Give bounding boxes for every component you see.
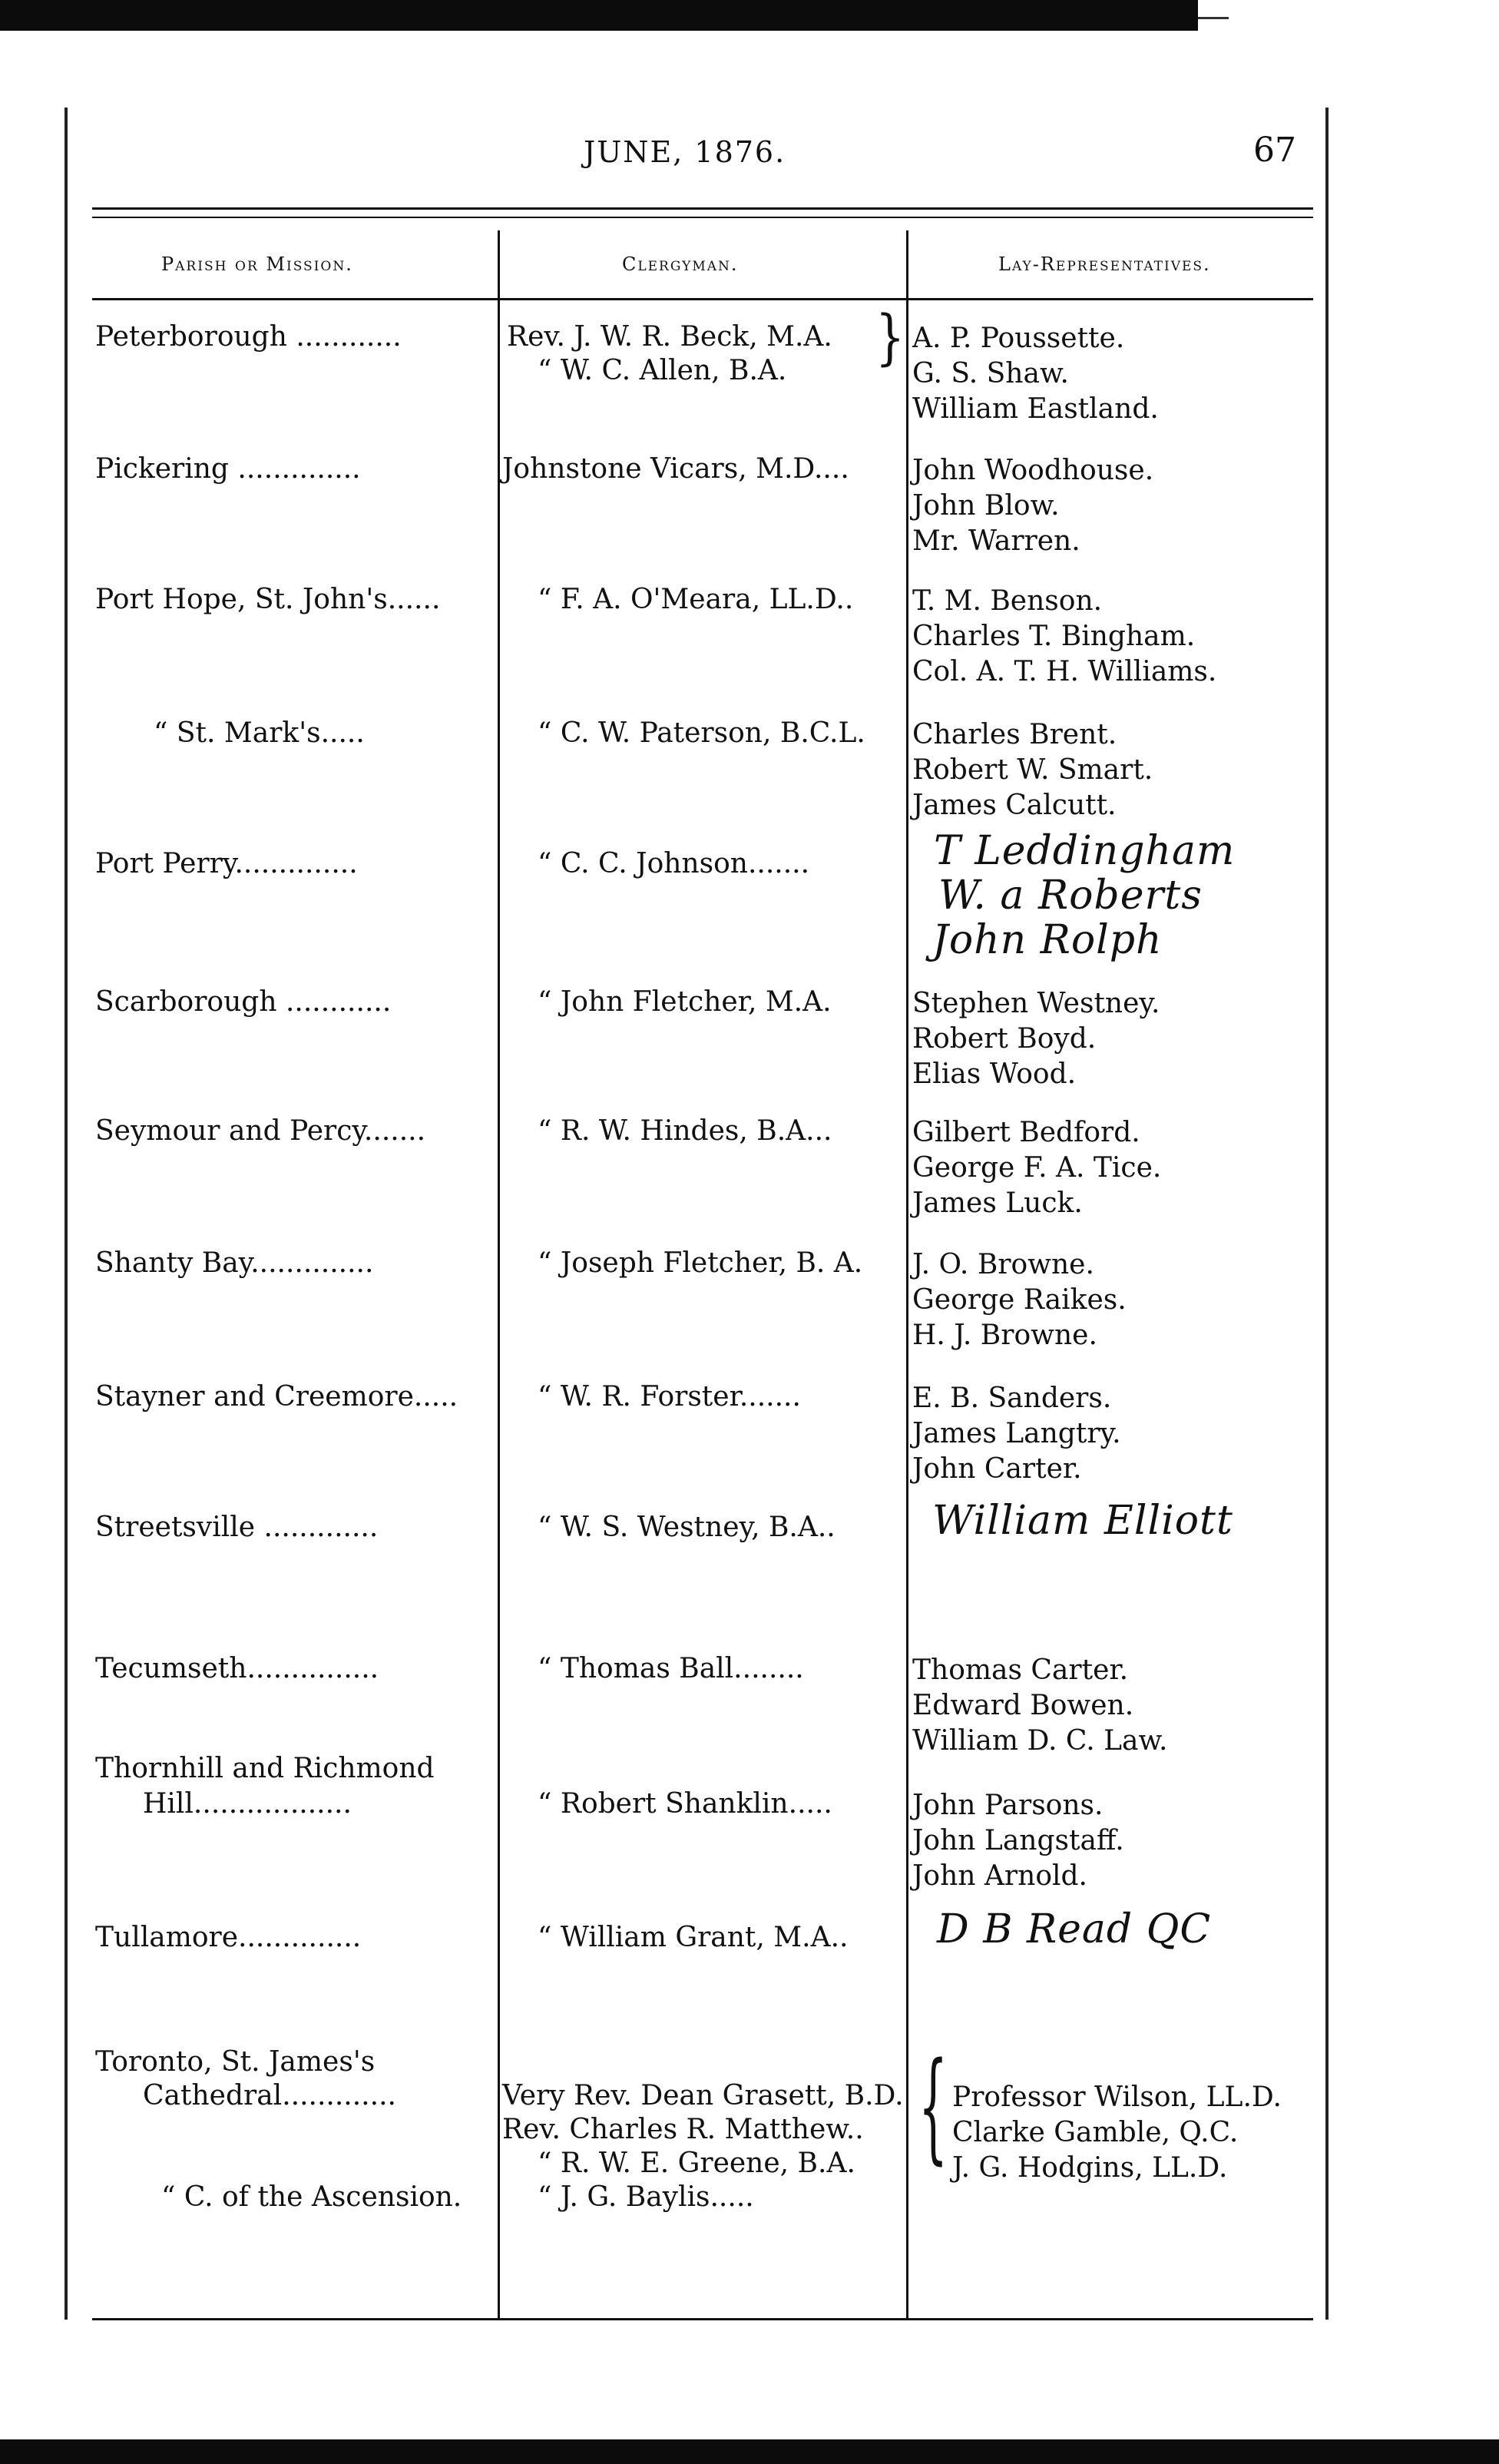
lay-list [952,2080,1282,2186]
lay-representative: Mr. Warren. [912,525,1080,557]
lay-representative: George F. A. Tice. [912,1152,1162,1184]
page-right-border [1325,108,1329,2320]
parish-name: Port Perry.............. [95,848,358,879]
handwritten-signature: John Rolph [932,917,1163,963]
lay-representative: T. M. Benson. [912,585,1103,617]
clergyman-name: “ W. S. Westney, B.A.. [538,1512,836,1543]
clergyman-name: “ C. W. Paterson, B.C.L. [538,717,865,749]
lay-representative: A. P. Poussette. [912,323,1125,354]
lay-representative: William Eastland. [912,393,1159,425]
lay-representative: G. S. Shaw. [912,358,1069,389]
clergyman-name: “ William Grant, M.A.. [538,1922,849,1953]
lay-representative: George Raikes. [912,1284,1127,1316]
clergyman-name: “ C. C. Johnson....... [538,848,810,879]
lay-representative: E. B. Sanders. [912,1383,1112,1414]
handwritten-signature: William Elliott [932,1498,1233,1544]
grouping-brace: } [875,303,905,373]
col-header-parish: Parish or Mission. [161,253,353,275]
parish-name-continued: Cathedral............. [143,2080,396,2111]
scan-bottom-bar [0,2439,1499,2464]
table-bottom-rule [92,2318,1313,2320]
lay-representative: Charles Brent. [912,719,1117,750]
clergyman-name: “ J. G. Baylis..... [538,2181,754,2213]
lay-representative: Robert Boyd. [912,1023,1097,1055]
lay-representative: Col. A. T. H. Williams. [912,656,1217,687]
clergyman-name: “ W. R. Forster....... [538,1381,801,1412]
handwritten-signature: W. a Roberts [938,873,1203,919]
lay-representative: James Calcutt. [912,790,1117,821]
lay-list [912,1115,1161,1221]
lay-representative: Stephen Westney. [912,988,1160,1019]
parish-name: “ St. Mark's..... [154,717,365,749]
lay-list [912,1381,1121,1487]
header-rule-top [92,207,1313,210]
lay-representative: Clarke Gamble, Q.C. [952,2117,1239,2148]
lay-representative: Charles T. Bingham. [912,621,1196,652]
parish-name-continued: Hill.................. [143,1788,352,1820]
parish-name: Thornhill and Richmond [95,1753,435,1784]
parish-name: Tecumseth............... [95,1653,379,1684]
lay-representative: James Luck. [912,1187,1083,1219]
clergyman-name: “ R. W. Hindes, B.A... [538,1115,832,1147]
clergyman-name: “ Thomas Ball........ [538,1653,804,1684]
lay-representative: Robert W. Smart. [912,754,1153,786]
scan-top-bar-tail [1198,17,1229,19]
lay-list [912,584,1216,690]
grouping-brace: { [918,2038,948,2178]
lay-representative: John Langstaff. [912,1825,1124,1856]
lay-representative: Professor Wilson, LL.D. [952,2081,1282,2113]
lay-representative: John Blow. [912,490,1060,522]
lay-representative: Gilbert Bedford. [912,1117,1140,1148]
page-number: 67 [1253,131,1296,170]
parish-name: Pickering .............. [95,453,361,485]
lay-list [912,453,1153,559]
lay-list [912,1653,1167,1759]
lay-list [912,986,1160,1092]
parish-name: Peterborough ............ [95,321,402,353]
clergyman-name: Rev. Charles R. Matthew.. [502,2114,864,2145]
column-divider-2 [906,230,908,2320]
lay-representative: Edward Bowen. [912,1690,1134,1721]
clergyman-name: “ F. A. O'Meara, LL.D.. [538,584,854,615]
parish-name: Port Hope, St. John's...... [95,584,441,615]
lay-representative: John Woodhouse. [912,455,1154,486]
parish-name: Seymour and Percy....... [95,1115,426,1147]
parish-name-second: “ C. of the Ascension. [161,2181,462,2213]
lay-representative: John Carter. [912,1453,1082,1485]
handwritten-signature: T Leddingham [934,828,1236,874]
page-title: JUNE, 1876. [584,135,786,169]
handwritten-signature: D B Read QC [937,1906,1212,1952]
scan-top-bar [0,0,1198,31]
lay-representative: Elias Wood. [912,1058,1077,1090]
lay-representative: Thomas Carter. [912,1654,1129,1686]
lay-representative: H. J. Browne. [912,1320,1097,1351]
lay-list [912,321,1159,427]
clergyman-name: Rev. J. W. R. Beck, M.A. [507,321,832,353]
column-divider-1 [498,230,500,2320]
lay-representative: William D. C. Law. [912,1725,1168,1757]
column-header-rule [92,298,1313,300]
clergyman-name: “ Robert Shanklin..... [538,1788,832,1820]
col-header-clergyman: Clergyman. [622,253,739,275]
clergyman-name: “ John Fletcher, M.A. [538,986,832,1018]
lay-representative: James Langtry. [912,1418,1121,1449]
parish-name: Scarborough ............ [95,986,392,1018]
lay-list [912,717,1153,823]
lay-representative: J. O. Browne. [912,1249,1094,1280]
parish-name: Shanty Bay.............. [95,1247,374,1279]
clergyman-name: “ R. W. E. Greene, B.A. [538,2148,855,2179]
col-header-lay: Lay-Representatives. [998,253,1211,275]
clergyman-name: Very Rev. Dean Grasett, B.D. [502,2080,904,2111]
parish-name: Tullamore.............. [95,1922,362,1953]
parish-name: Toronto, St. James's [95,2046,376,2078]
page-left-border [65,108,68,2320]
parish-name: Stayner and Creemore..... [95,1381,458,1412]
clergyman-name: “ W. C. Allen, B.A. [538,355,787,386]
clergyman-name: “ Joseph Fletcher, B. A. [538,1247,863,1279]
lay-representative: John Arnold. [912,1860,1087,1892]
lay-representative: J. G. Hodgins, LL.D. [952,2152,1228,2184]
parish-name: Streetsville ............. [95,1512,379,1543]
lay-list [912,1247,1127,1353]
clergyman-name: Johnstone Vicars, M.D.... [502,453,849,485]
header-rule-bottom [92,217,1313,218]
lay-list [912,1788,1124,1894]
lay-representative: John Parsons. [912,1790,1104,1821]
